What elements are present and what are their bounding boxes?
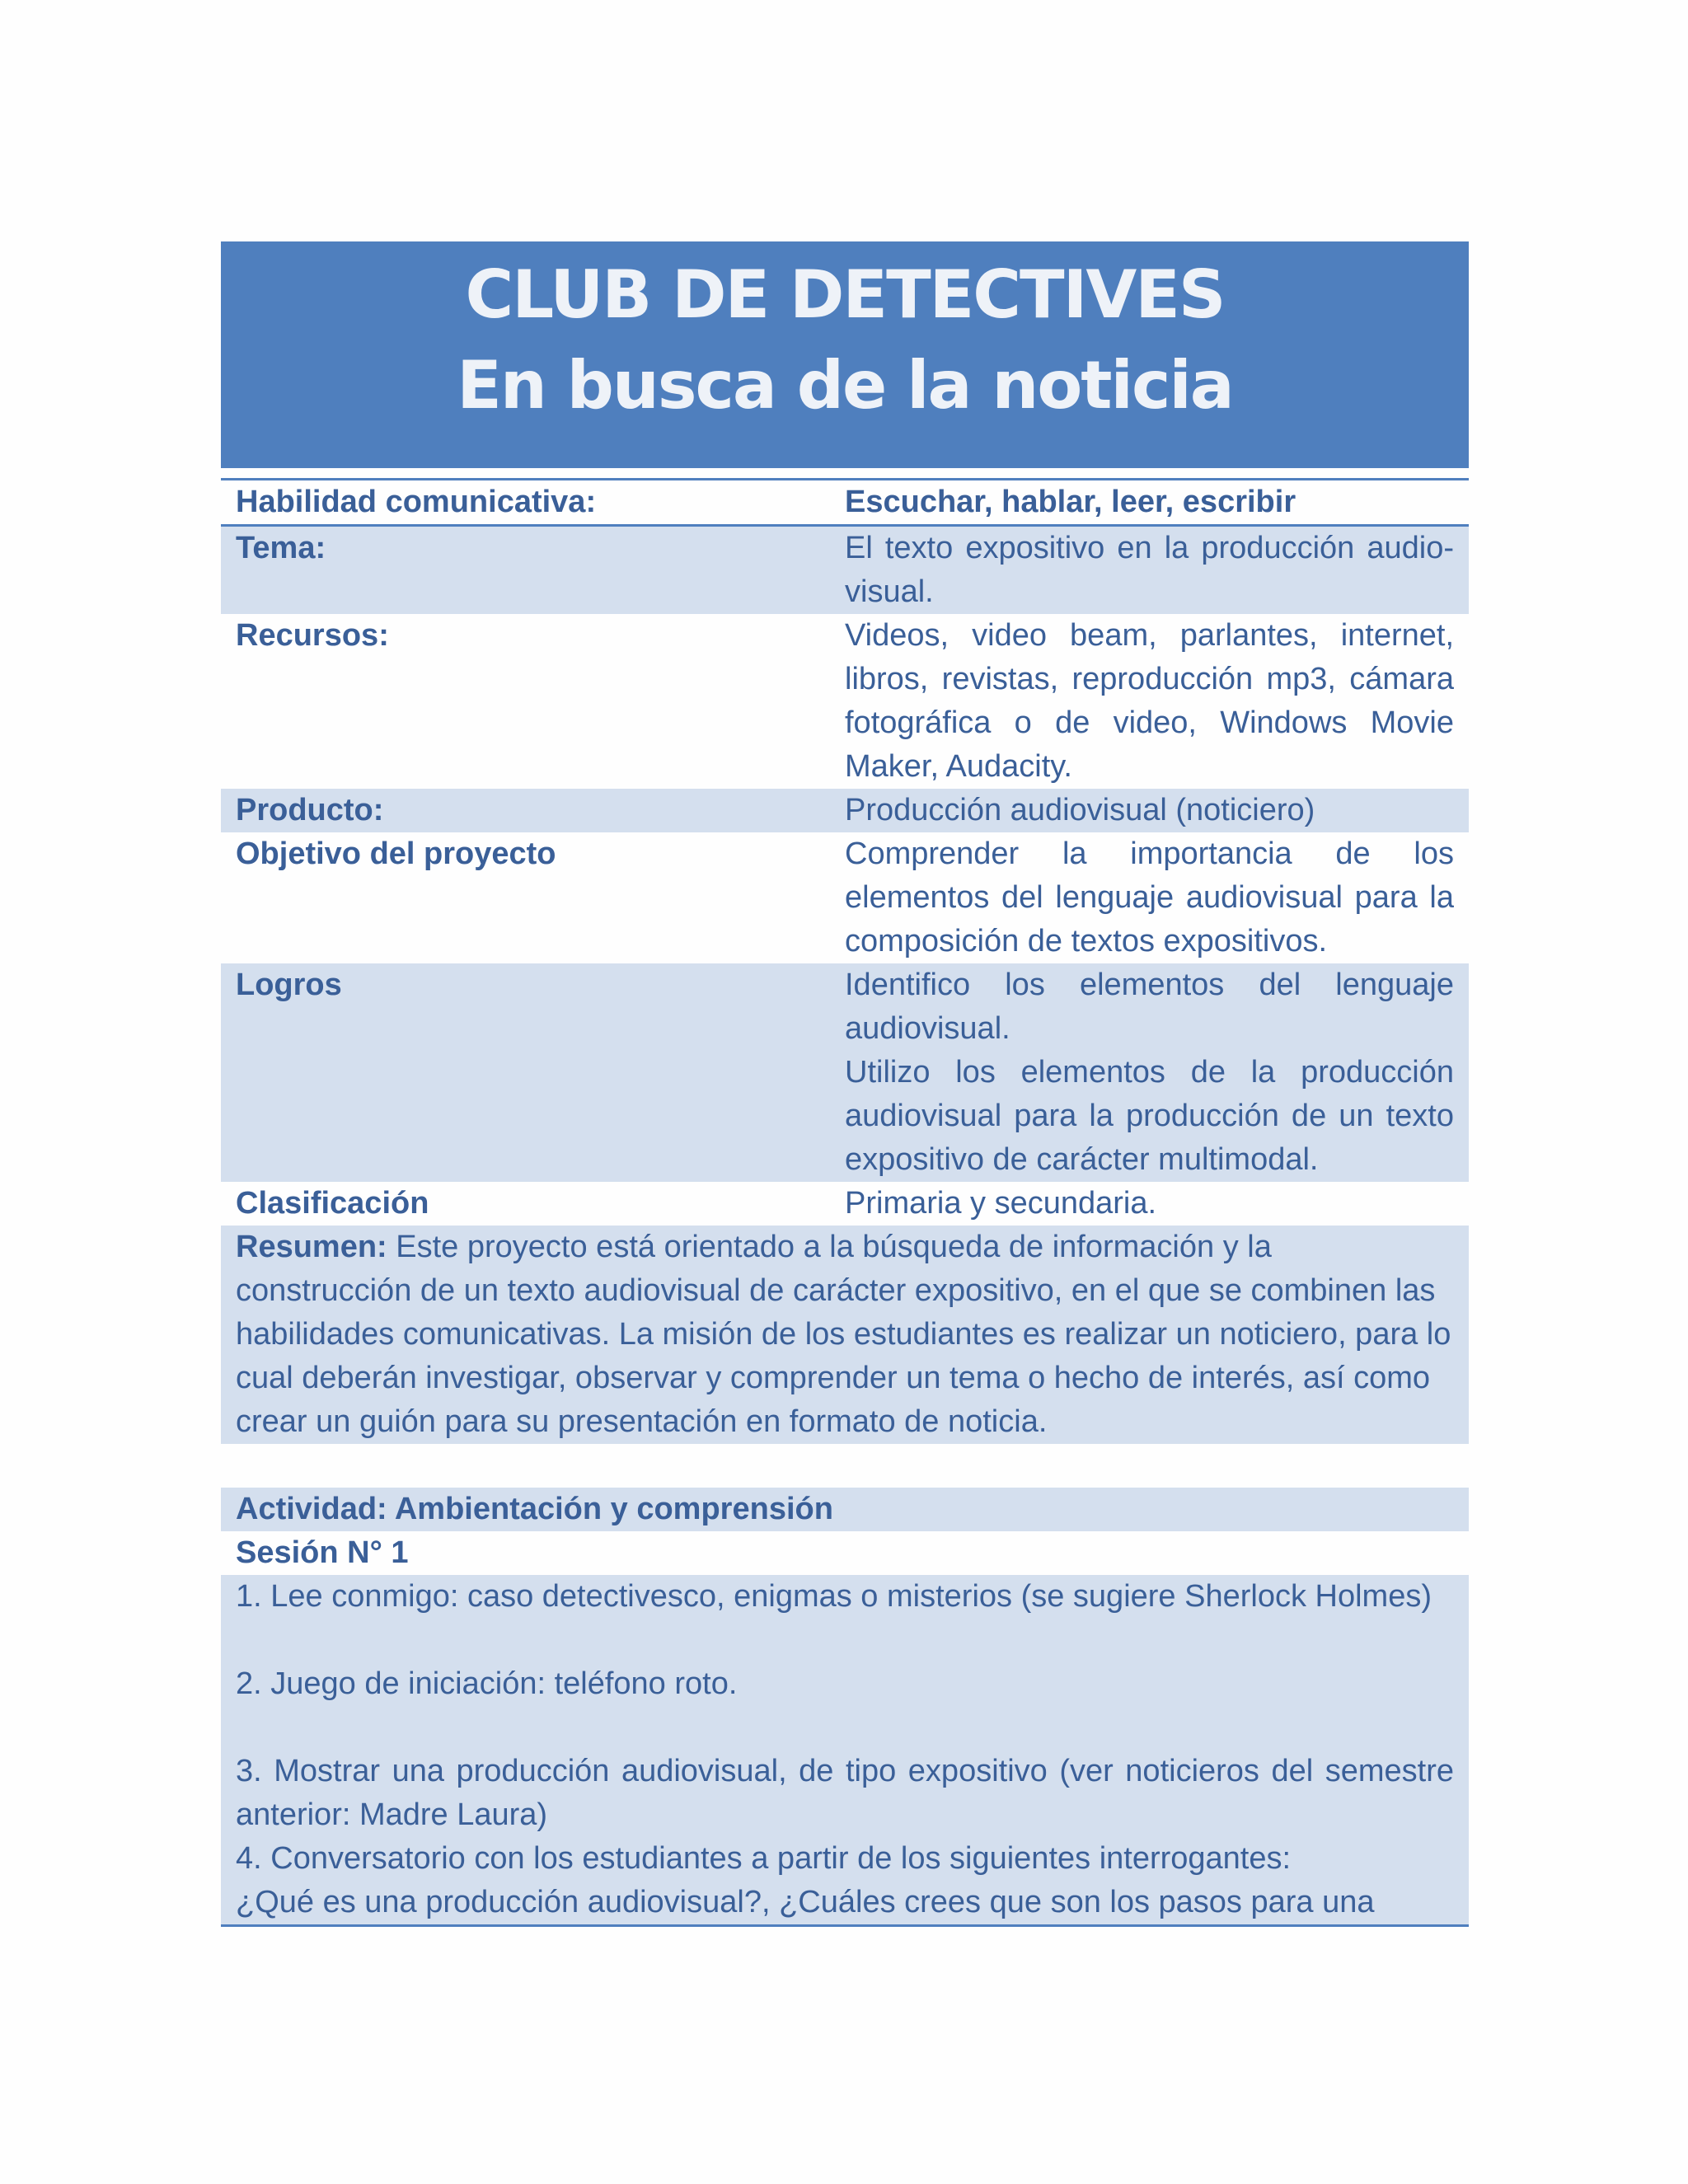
list-item: 4. Conversatorio con los estudiantes a partir de los siguientes interrogantes: [236, 1841, 1292, 1876]
list-item: 1. Lee conmigo: caso detectivesco, enigmas o misterios (se sugiere Sherlock Holmes) [236, 1579, 1432, 1614]
list-item: 3. Mostrar una producción audiovisual, de tipo expositivo (ver noticieros del semestre anterior: Madre Laura) [236, 1754, 1454, 1832]
project-sheet [221, 241, 1469, 1927]
table-row [221, 527, 1469, 614]
page-title: CLUB DE DETECTIVES [465, 256, 1225, 333]
summary-block [221, 1226, 1469, 1444]
list-item: ¿Qué es una producción audiovisual?, ¿Cuáles crees que son los pasos para una [236, 1885, 1375, 1919]
session-label: Sesión N° 1 [236, 1535, 409, 1570]
row-value: Comprender la importancia de los elementos del lenguaje audiovisual para la composición de textos expositivos. [845, 837, 1454, 958]
table-row [221, 832, 1469, 963]
achievement-1: Identifico los elementos del lenguaje audiovisual. [845, 968, 1454, 1046]
row-label: Objetivo del proyecto [236, 837, 556, 871]
row-label: Clasificación [236, 1186, 429, 1221]
row-value: El texto expositivo en la producción audio-visual. [845, 531, 1454, 609]
row-value: Primaria y secundaria. [845, 1186, 1157, 1221]
row-value [845, 963, 1469, 1182]
summary-text: Este proyecto está orientado a la búsqueda de información y la construcción de un texto audiovisual de carácter expositivo, en el que se combinen las habilidades comunicativas. La misión de los estudiantes es realizar un noticiero, para lo cual deberán investigar, observar y comprender un tema o hecho de interés, así como crear un guión para su presentación en formato de noticia. [236, 1230, 1451, 1439]
row-label: Logros [236, 968, 342, 1002]
table-row [221, 963, 1469, 1182]
spacer [236, 1706, 1454, 1750]
row-label: Producto: [236, 793, 384, 827]
row-value: Producción audiovisual (noticiero) [845, 793, 1315, 827]
table-row [221, 1182, 1469, 1226]
header-divider [221, 468, 1469, 480]
summary-label: Resumen: [236, 1230, 387, 1264]
row-label: Habilidad comunicativa: [236, 485, 597, 519]
row-value: Videos, video beam, parlantes, internet, libros, revistas, reproducción mp3, cámara fotográfica o de video, Windows Movie Maker, Audacity. [845, 618, 1454, 784]
list-item: 2. Juego de iniciación: teléfono roto. [236, 1666, 738, 1701]
table-row [221, 789, 1469, 832]
row-label: Recursos: [236, 618, 389, 653]
activity-list [221, 1575, 1469, 1927]
spacer [236, 1619, 1454, 1662]
title-banner [221, 241, 1469, 468]
row-value: Escuchar, hablar, leer, escribir [845, 485, 1296, 519]
page-subtitle: En busca de la noticia [457, 347, 1233, 424]
spacer [221, 1444, 1469, 1488]
row-label: Tema: [236, 531, 326, 565]
achievement-2: Utilizo los elementos de la producción audiovisual para la producción de un texto expositivo de carácter multimodal. [845, 1055, 1454, 1177]
activity-title: Actividad: Ambientación y comprensión [221, 1488, 1469, 1531]
table-row [221, 480, 1469, 527]
table-row [221, 614, 1469, 789]
